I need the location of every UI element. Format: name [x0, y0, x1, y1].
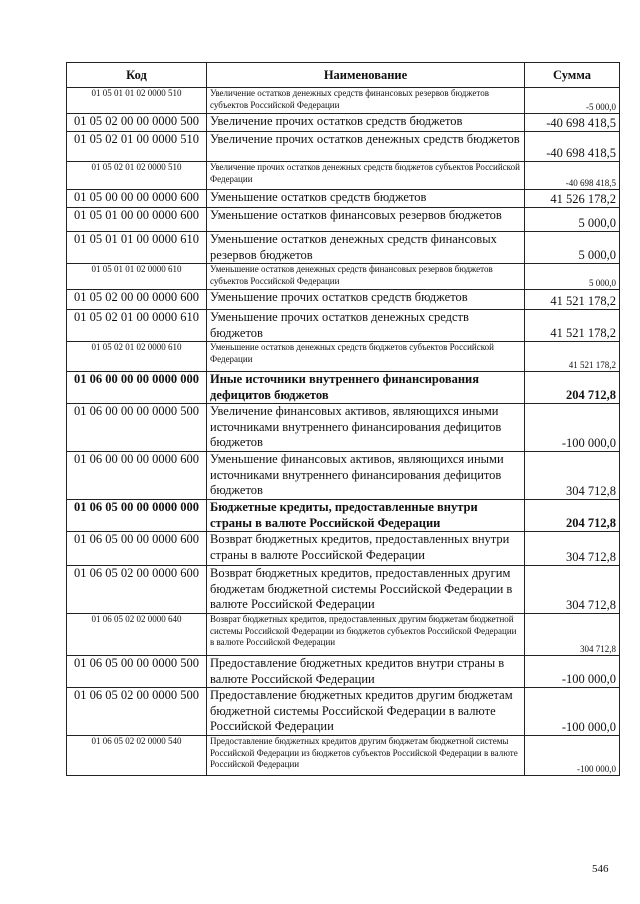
table-body — [67, 88, 620, 776]
table-row — [67, 232, 620, 264]
table-row — [67, 372, 620, 404]
cell-name: Уменьшение остатков финансовых резервов бюджетов — [207, 208, 525, 232]
cell-name: Уменьшение остатков денежных средств финансовых резервов бюджетов субъектов Российской Федерации — [207, 264, 525, 290]
cell-name: Увеличение остатков денежных средств финансовых резервов бюджетов субъектов Российской Федерации — [207, 88, 525, 114]
cell-sum: -40 698 418,5 — [525, 132, 620, 162]
cell-name: Уменьшение остатков денежных средств бюджетов субъектов Российской Федерации — [207, 342, 525, 372]
cell-sum: 204 712,8 — [525, 500, 620, 532]
budget-sources-table — [66, 62, 620, 776]
cell-name: Возврат бюджетных кредитов, предоставленных другим бюджетам бюджетной системы Российской Федерации в валюте Российской Федерации — [207, 566, 525, 614]
cell-sum: -100 000,0 — [525, 688, 620, 736]
cell-code: 01 05 02 01 00 0000 510 — [67, 132, 207, 162]
cell-code: 01 06 05 02 02 0000 640 — [67, 614, 207, 656]
cell-sum: 204 712,8 — [525, 372, 620, 404]
table-row — [67, 310, 620, 342]
header-code: Код — [67, 63, 207, 88]
table-row — [67, 290, 620, 310]
cell-sum: -40 698 418,5 — [525, 114, 620, 132]
cell-name: Бюджетные кредиты, предоставленные внутри страны в валюте Российской Федерации — [207, 500, 525, 532]
cell-code: 01 05 01 01 00 0000 610 — [67, 232, 207, 264]
header-name: Наименование — [207, 63, 525, 88]
cell-code: 01 06 05 02 00 0000 600 — [67, 566, 207, 614]
cell-name: Уменьшение остатков средств бюджетов — [207, 190, 525, 208]
table-row — [67, 264, 620, 290]
cell-code: 01 05 02 01 02 0000 510 — [67, 162, 207, 190]
cell-sum: 304 712,8 — [525, 566, 620, 614]
table-row — [67, 162, 620, 190]
cell-name: Иные источники внутреннего финансирования дефицитов бюджетов — [207, 372, 525, 404]
cell-sum: 41 526 178,2 — [525, 190, 620, 208]
cell-code: 01 05 01 01 02 0000 610 — [67, 264, 207, 290]
cell-code: 01 06 00 00 00 0000 000 — [67, 372, 207, 404]
table-row — [67, 114, 620, 132]
cell-name: Уменьшение остатков денежных средств финансовых резервов бюджетов — [207, 232, 525, 264]
cell-code: 01 06 05 00 00 0000 600 — [67, 532, 207, 566]
cell-name: Предоставление бюджетных кредитов другим бюджетам бюджетной системы Российской Федерации в валюте Российской Федерации — [207, 688, 525, 736]
table-row — [67, 208, 620, 232]
page-number: 546 — [592, 863, 609, 875]
cell-name: Уменьшение прочих остатков средств бюджетов — [207, 290, 525, 310]
cell-sum: 304 712,8 — [525, 452, 620, 500]
cell-code: 01 05 02 00 00 0000 500 — [67, 114, 207, 132]
table-row — [67, 190, 620, 208]
table-row — [67, 88, 620, 114]
cell-sum: 5 000,0 — [525, 232, 620, 264]
table-row — [67, 736, 620, 776]
cell-name: Уменьшение финансовых активов, являющихся иными источниками внутреннего финансирования дефицитов бюджетов — [207, 452, 525, 500]
cell-name: Увеличение прочих остатков денежных средств бюджетов — [207, 132, 525, 162]
cell-name: Возврат бюджетных кредитов, предоставленных внутри страны в валюте Российской Федерации — [207, 532, 525, 566]
cell-code: 01 06 00 00 00 0000 500 — [67, 404, 207, 452]
table-row — [67, 342, 620, 372]
cell-code: 01 05 01 01 02 0000 510 — [67, 88, 207, 114]
cell-code: 01 06 05 00 00 0000 000 — [67, 500, 207, 532]
table-row — [67, 404, 620, 452]
cell-sum: 304 712,8 — [525, 614, 620, 656]
cell-sum: -100 000,0 — [525, 736, 620, 776]
cell-name: Увеличение прочих остатков средств бюджетов — [207, 114, 525, 132]
cell-sum: -100 000,0 — [525, 404, 620, 452]
cell-code: 01 06 05 02 02 0000 540 — [67, 736, 207, 776]
table-row — [67, 688, 620, 736]
table-row — [67, 656, 620, 688]
cell-code: 01 06 05 02 00 0000 500 — [67, 688, 207, 736]
cell-name: Предоставление бюджетных кредитов внутри страны в валюте Российской Федерации — [207, 656, 525, 688]
cell-sum: -100 000,0 — [525, 656, 620, 688]
cell-sum: -40 698 418,5 — [525, 162, 620, 190]
table-header-row — [67, 63, 620, 88]
cell-code: 01 05 00 00 00 0000 600 — [67, 190, 207, 208]
cell-code: 01 06 05 00 00 0000 500 — [67, 656, 207, 688]
cell-sum: 304 712,8 — [525, 532, 620, 566]
header-sum: Сумма — [525, 63, 620, 88]
cell-sum: 5 000,0 — [525, 208, 620, 232]
cell-name: Предоставление бюджетных кредитов другим бюджетам бюджетной системы Российской Федерации из бюджетов субъектов Российской Федерации в валюте Российской Федерации — [207, 736, 525, 776]
cell-code: 01 05 02 01 02 0000 610 — [67, 342, 207, 372]
cell-name: Увеличение прочих остатков денежных средств бюджетов субъектов Российской Федерации — [207, 162, 525, 190]
cell-name: Возврат бюджетных кредитов, предоставленных другим бюджетам бюджетной системы Российской Федерации из бюджетов субъектов Российской Федерации в валюте Российской Федерации — [207, 614, 525, 656]
table-row — [67, 500, 620, 532]
table-row — [67, 566, 620, 614]
table-row — [67, 532, 620, 566]
cell-code: 01 05 01 00 00 0000 600 — [67, 208, 207, 232]
cell-code: 01 05 02 00 00 0000 600 — [67, 290, 207, 310]
table-row — [67, 614, 620, 656]
cell-sum: -5 000,0 — [525, 88, 620, 114]
cell-sum: 5 000,0 — [525, 264, 620, 290]
cell-name: Уменьшение прочих остатков денежных средств бюджетов — [207, 310, 525, 342]
cell-sum: 41 521 178,2 — [525, 310, 620, 342]
cell-code: 01 05 02 01 00 0000 610 — [67, 310, 207, 342]
cell-name: Увеличение финансовых активов, являющихся иными источниками внутреннего финансирования дефицитов бюджетов — [207, 404, 525, 452]
cell-code: 01 06 00 00 00 0000 600 — [67, 452, 207, 500]
cell-sum: 41 521 178,2 — [525, 290, 620, 310]
table-row — [67, 452, 620, 500]
cell-sum: 41 521 178,2 — [525, 342, 620, 372]
table-row — [67, 132, 620, 162]
